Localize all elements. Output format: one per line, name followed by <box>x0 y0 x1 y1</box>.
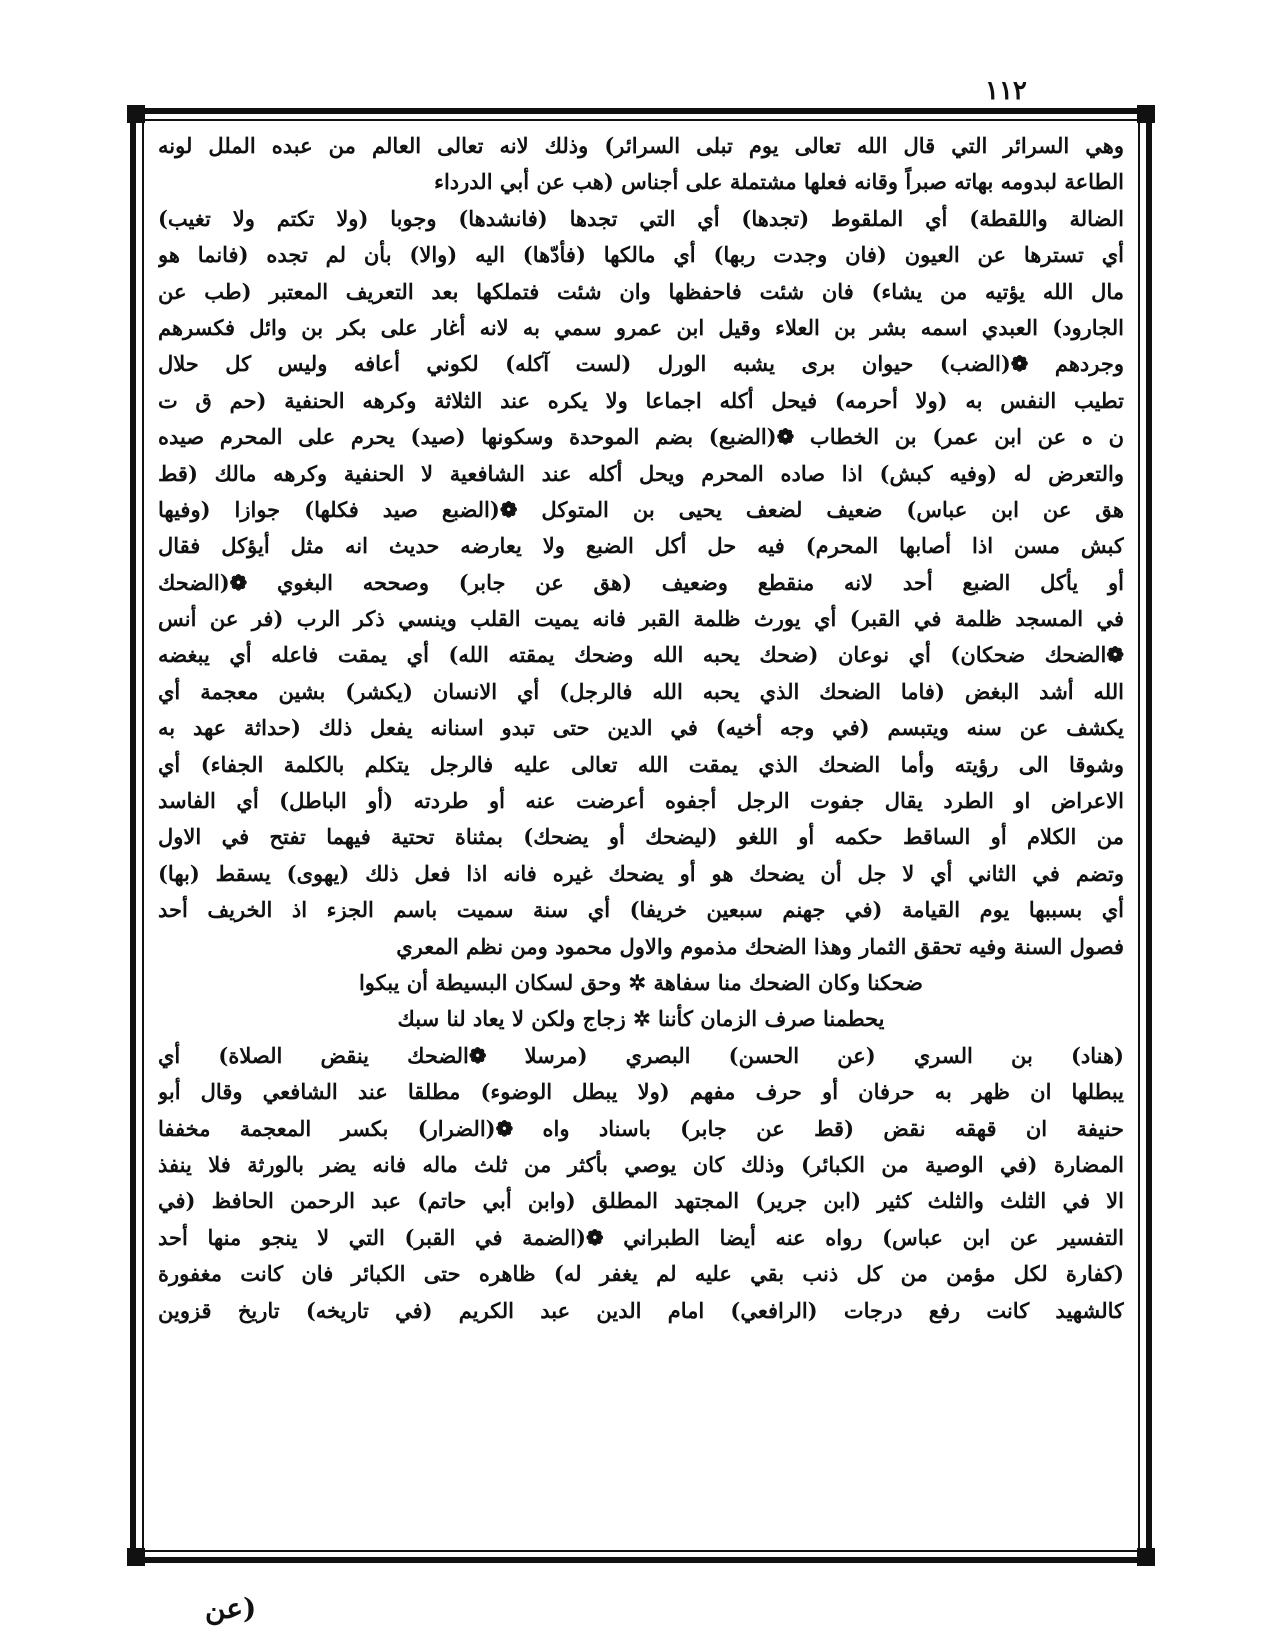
text-line: تطيب النفس به (ولا أحرمه) فيحل أكله اجماعا ولا يكره عند الثلاثة وكرهه الحنفية (حم ق ت <box>158 387 1124 413</box>
text-line: الاعراض او الطرد يقال جفوت الرجل أجفوه أعرضت عنه أو طردته (أو الباطل) أي الفاسد <box>158 788 1124 814</box>
text-line: وشوقا الى رؤيته وأما الضحك الذي يمقت الله تعالى عليه فالرجل يتكلم بالكلمة الجفاء) أي <box>158 751 1124 777</box>
text-line: يبطلها ان ظهر به حرفان أو حرف مفهم (ولا يبطل الوضوء) مطلقا عند الشافعي وقال أبو <box>158 1079 1124 1105</box>
text-line: أي بسببها يوم القيامة (في جهنم سبعين خريفا) أي سنة سميت باسم الجزء اذ الخريف أحد <box>158 897 1124 923</box>
text-line: المضارة (في الوصية من الكبائر) وذلك كان يوصي بأكثر من ثلث ماله فانه يضر بالورثة فلا ينفذ <box>158 1151 1124 1177</box>
text-line: وتضم في الثاني أي لا جل أن يضحك هو أو يضحك غيره فانه اذا فعل ذلك (يهوى) يسقط (بها) <box>158 860 1124 886</box>
text-line: الضالة واللقطة) أي الملقوط (تجدها) أي التي تجدها (فانشدها) وجوبا (ولا تكتم ولا تغيب) <box>158 205 1124 231</box>
text-line: وجردهم ❁(الضب) حيوان برى يشبه الورل (لست آكله) لكوني أعافه وليس كل حلال <box>158 351 1124 377</box>
text-line: كالشهيد كانت رفع درجات (الرافعي) امام الدين عبد الكريم (في تاريخه) تاريخ قزوين <box>158 1297 1124 1323</box>
page-number: ١١٢ <box>985 76 1027 106</box>
text-line: وهي السرائر التي قال الله تعالى يوم تبلى السرائر) وذلك لانه تعالى العالم من عبده الملل لونه <box>158 133 1124 158</box>
text-line: ن ه عن ابن عمر) بن الخطاب ❁(الضبع) بضم الموحدة وسكونها (صيد) يحرم على المحرم صيده <box>158 424 1124 450</box>
text-line: (هناد) بن السري (عن الحسن) البصري (مرسلا ❁الضحك ينقض الصلاة) أي <box>158 1042 1124 1068</box>
corner-ornament-top-left <box>127 105 145 123</box>
text-line: ❁الضحك ضحكان) أي نوعان (ضحك يحبه الله وضحك يمقته الله) أي يمقت فاعله أي يبغضه <box>158 642 1124 668</box>
text-line: أي تسترها عن العيون (فان وجدت ربها) أي مالكها (فأدّها) اليه (والا) بأن لم تجده (فانما هو <box>158 242 1124 268</box>
text-line: أو يأكل الضبع أحد لانه منقطع وضعيف (هق عن جابر) وصححه البغوي ❁(الضحك <box>158 569 1124 595</box>
text-line: هق عن ابن عباس) ضعيف لضعف يحيى بن المتوكل ❁(الضبع صيد فكلها) جوازا (وفيها <box>158 496 1124 522</box>
corner-ornament-top-right <box>1137 105 1155 123</box>
text-line: حنيفة ان قهقه نقض (قط عن جابر) باسناد واه ❁(الضرار) بكسر المعجمة مخففا <box>158 1115 1124 1141</box>
text-line: كبش مسن اذا أصابها المحرم) فيه حل أكل الضبع ولا يعارضه حديث انه مثل أيؤكل فقال <box>158 533 1124 559</box>
text-block <box>158 128 1124 1542</box>
catchword: (عن <box>205 1592 257 1625</box>
text-line: الا في الثلث والثلث كثير (ابن جرير) المجتهد المطلق (وابن أبي حاتم) عبد الرحمن الحافظ (في <box>158 1188 1124 1214</box>
text-line: الله أشد البغض (فاما الضحك الذي يحبه الله فالرجل) أي الانسان (يكشر) بشين معجمة أي <box>158 678 1124 704</box>
text-line: يكشف عن سنه ويتبسم (في وجه أخيه) في الدين حتى تبدو اسنانه يفعل ذلك (حداثة عهد به <box>158 715 1124 741</box>
corner-ornament-bottom-right <box>1137 1548 1155 1566</box>
text-line: الطاعة لبدومه بهاته صبراً وقانه فعلها مشتملة على أجناس (هب عن أبي الدرداء <box>434 169 1124 195</box>
verse-line: ضحكنا وكان الضحك منا سفاهة ✲ وحق لسكان البسيطة أن يبكوا <box>358 969 924 995</box>
verse-line: يحطمنا صرف الزمان كأننا ✲ زجاج ولكن لا يعاد لنا سبك <box>397 1006 885 1032</box>
text-line: التفسير عن ابن عباس) رواه عنه أيضا الطبراني ❁(الضمة في القبر) التي لا ينجو منها أحد <box>158 1224 1124 1250</box>
text-line: من الكلام أو الساقط حكمه أو اللغو (ليضحك أو يضحك) بمثناة تحتية فيهما تفتح في الاول <box>158 824 1124 850</box>
text-line: فصول السنة وفيه تحقق الثمار وهذا الضحك مذموم والاول محمود ومن نظم المعري <box>396 933 1124 959</box>
text-line: (كفارة لكل مؤمن من كل ذنب بقي عليه لم يغفر له) ظاهره حتى الكبائر فان كانت مغفورة <box>158 1261 1124 1287</box>
text-line: والتعرض له (وفيه كبش) اذا صاده المحرم ويحل أكله عند الشافعية لا الحنفية وكرهه مالك (قط <box>158 460 1124 486</box>
text-line: في المسجد ظلمة في القبر) أي يورث ظلمة القبر فانه يميت القلب وينسي ذكر الرب (فر عن أنس <box>158 606 1124 632</box>
corner-ornament-bottom-left <box>127 1548 145 1566</box>
text-line: الجارود) العبدي اسمه بشر بن العلاء وقيل ابن عمرو سمي به لانه أغار على بكر بن وائل فكسرهم <box>158 314 1124 340</box>
text-line: مال الله يؤتيه من يشاء) فان شئت فاحفظها وان شئت فتملكها بعد التعريف المعتبر (طب عن <box>158 278 1124 304</box>
